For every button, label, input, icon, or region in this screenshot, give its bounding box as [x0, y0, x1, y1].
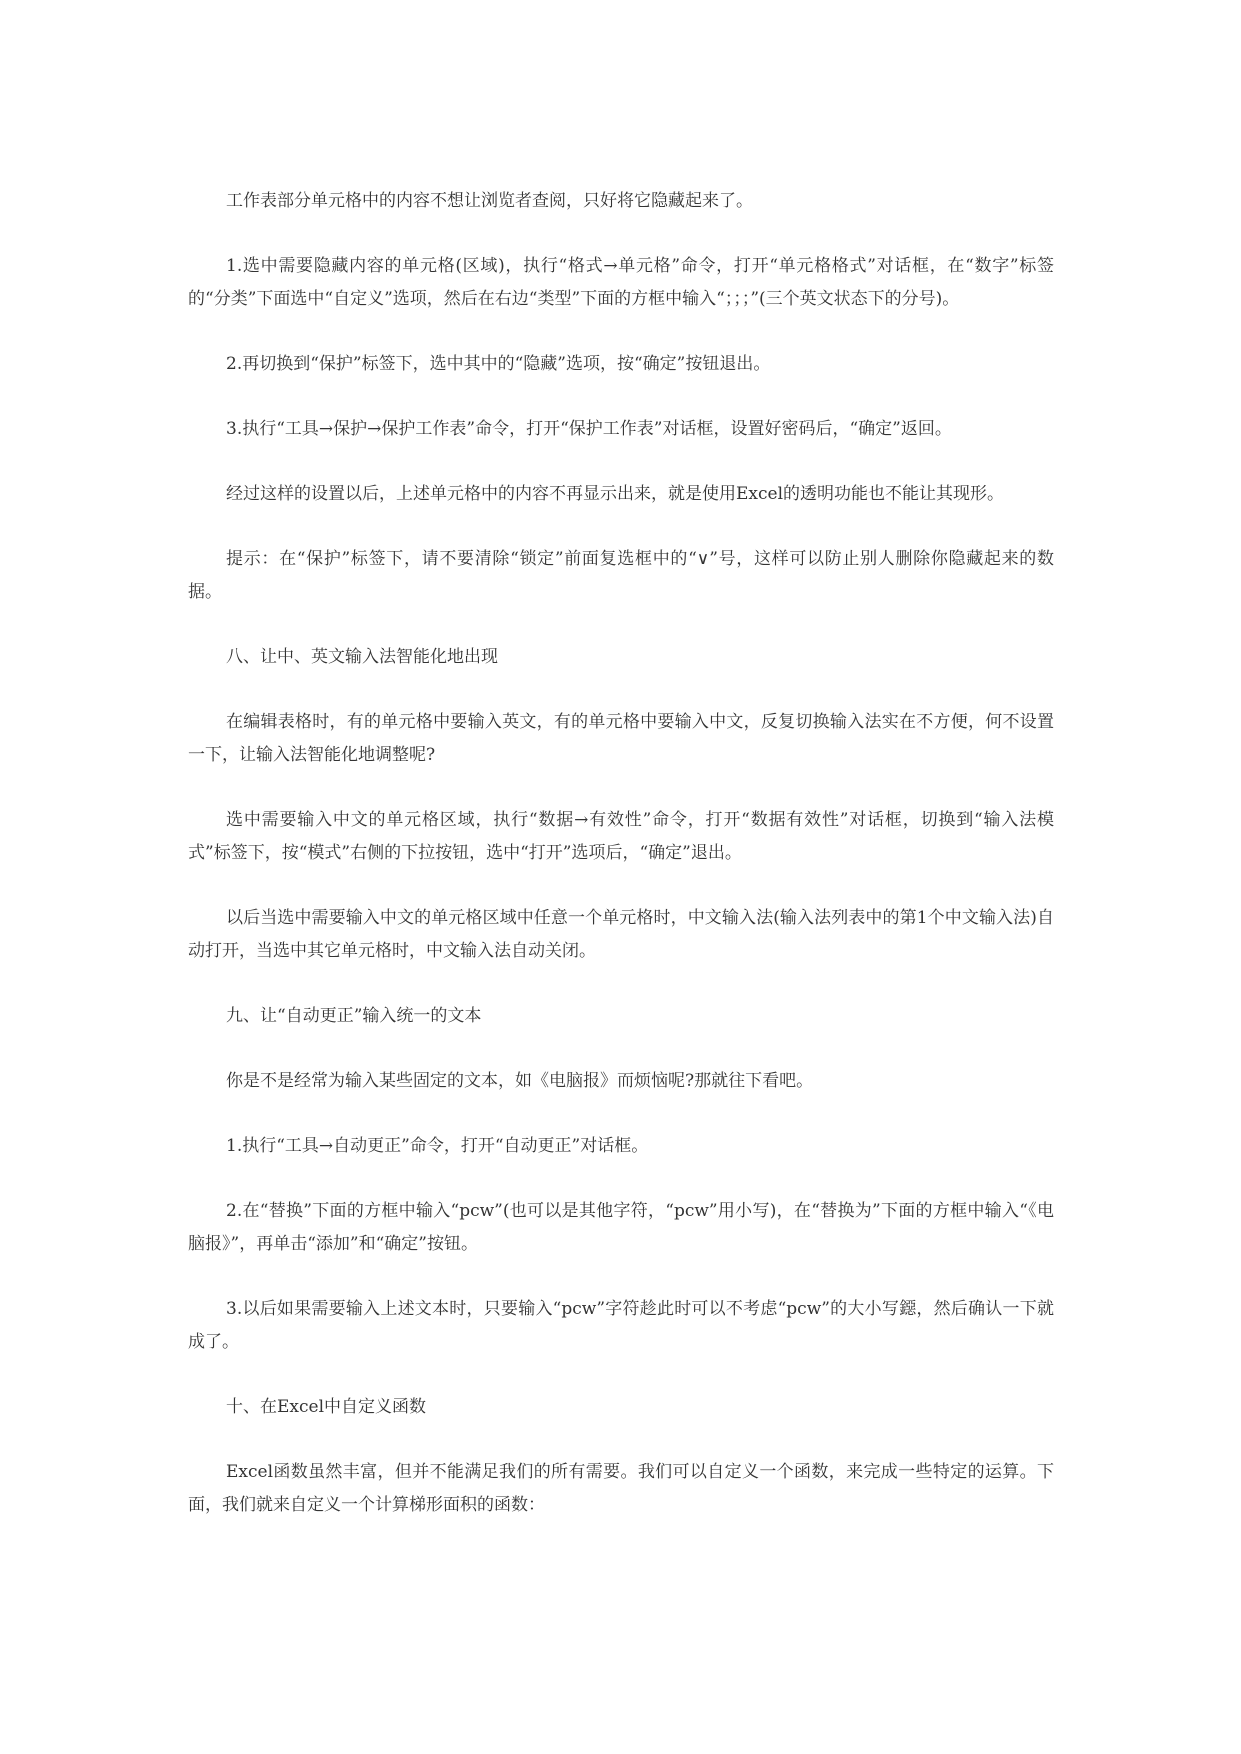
section-8-result: 以后当选中需要输入中文的单元格区域中任意一个单元格时，中文输入法(输入法列表中的第1个中文输入法)自动打开，当选中其它单元格时，中文输入法自动关闭。 — [188, 908, 1054, 961]
section-8-intro: 在编辑表格时，有的单元格中要输入英文，有的单元格中要输入中文，反复切换输入法实在不方便，何不设置一下，让输入法智能化地调整呢? — [188, 712, 1054, 765]
hide-step-3: 3.执行“工具→保护→保护工作表”命令，打开“保护工作表”对话框，设置好密码后，“确定”返回。 — [226, 419, 952, 439]
section-10-intro: Excel函数虽然丰富，但并不能满足我们的所有需要。我们可以自定义一个函数，来完成一些特定的运算。下面，我们就来自定义一个计算梯形面积的函数： — [188, 1462, 1054, 1515]
hide-step-1: 1.选中需要隐藏内容的单元格(区域)，执行“格式→单元格”命令，打开“单元格格式”对话框，在“数字”标签的“分类”下面选中“自定义”选项，然后在右边“类型”下面的方框中输入“；；；”(三个英文状态下的分号)。 — [188, 256, 1054, 309]
section-9-intro: 你是不是经常为输入某些固定的文本，如《电脑报》而烦恼呢?那就往下看吧。 — [226, 1071, 814, 1091]
hide-step-2: 2.再切换到“保护”标签下，选中其中的“隐藏”选项，按“确定”按钮退出。 — [226, 354, 771, 374]
section-10-heading: 十、在Excel中自定义函数 — [226, 1397, 427, 1417]
section-9-step-1: 1.执行“工具→自动更正”命令，打开“自动更正”对话框。 — [226, 1136, 649, 1156]
section-8-step: 选中需要输入中文的单元格区域，执行“数据→有效性”命令，打开“数据有效性”对话框，切换到“输入法模式”标签下，按“模式”右侧的下拉按钮，选中“打开”选项后，“确定”退出。 — [188, 810, 1054, 863]
intro-paragraph: 工作表部分单元格中的内容不想让浏览者查阅，只好将它隐藏起来了。 — [226, 191, 753, 211]
hide-tip-paragraph: 提示：在“保护”标签下，请不要清除“锁定”前面复选框中的“∨”号，这样可以防止别人删除你隐藏起来的数据。 — [188, 549, 1054, 602]
section-9-step-2: 2.在“替换”下面的方框中输入“pcw”(也可以是其他字符，“pcw”用小写)，在“替换为”下面的方框中输入“《电脑报》”，再单击“添加”和“确定”按钮。 — [188, 1201, 1054, 1254]
hide-result-paragraph: 经过这样的设置以后，上述单元格中的内容不再显示出来，就是使用Excel的透明功能也不能让其现形。 — [226, 484, 1005, 504]
section-9-heading: 九、让“自动更正”输入统一的文本 — [226, 1006, 482, 1026]
section-9-step-3: 3.以后如果需要输入上述文本时，只要输入“pcw”字符趁此时可以不考虑“pcw”的大小写鐚，然后确认一下就成了。 — [188, 1299, 1054, 1352]
section-8-heading: 八、让中、英文输入法智能化地出现 — [226, 647, 498, 667]
document-body — [188, 185, 1054, 1554]
